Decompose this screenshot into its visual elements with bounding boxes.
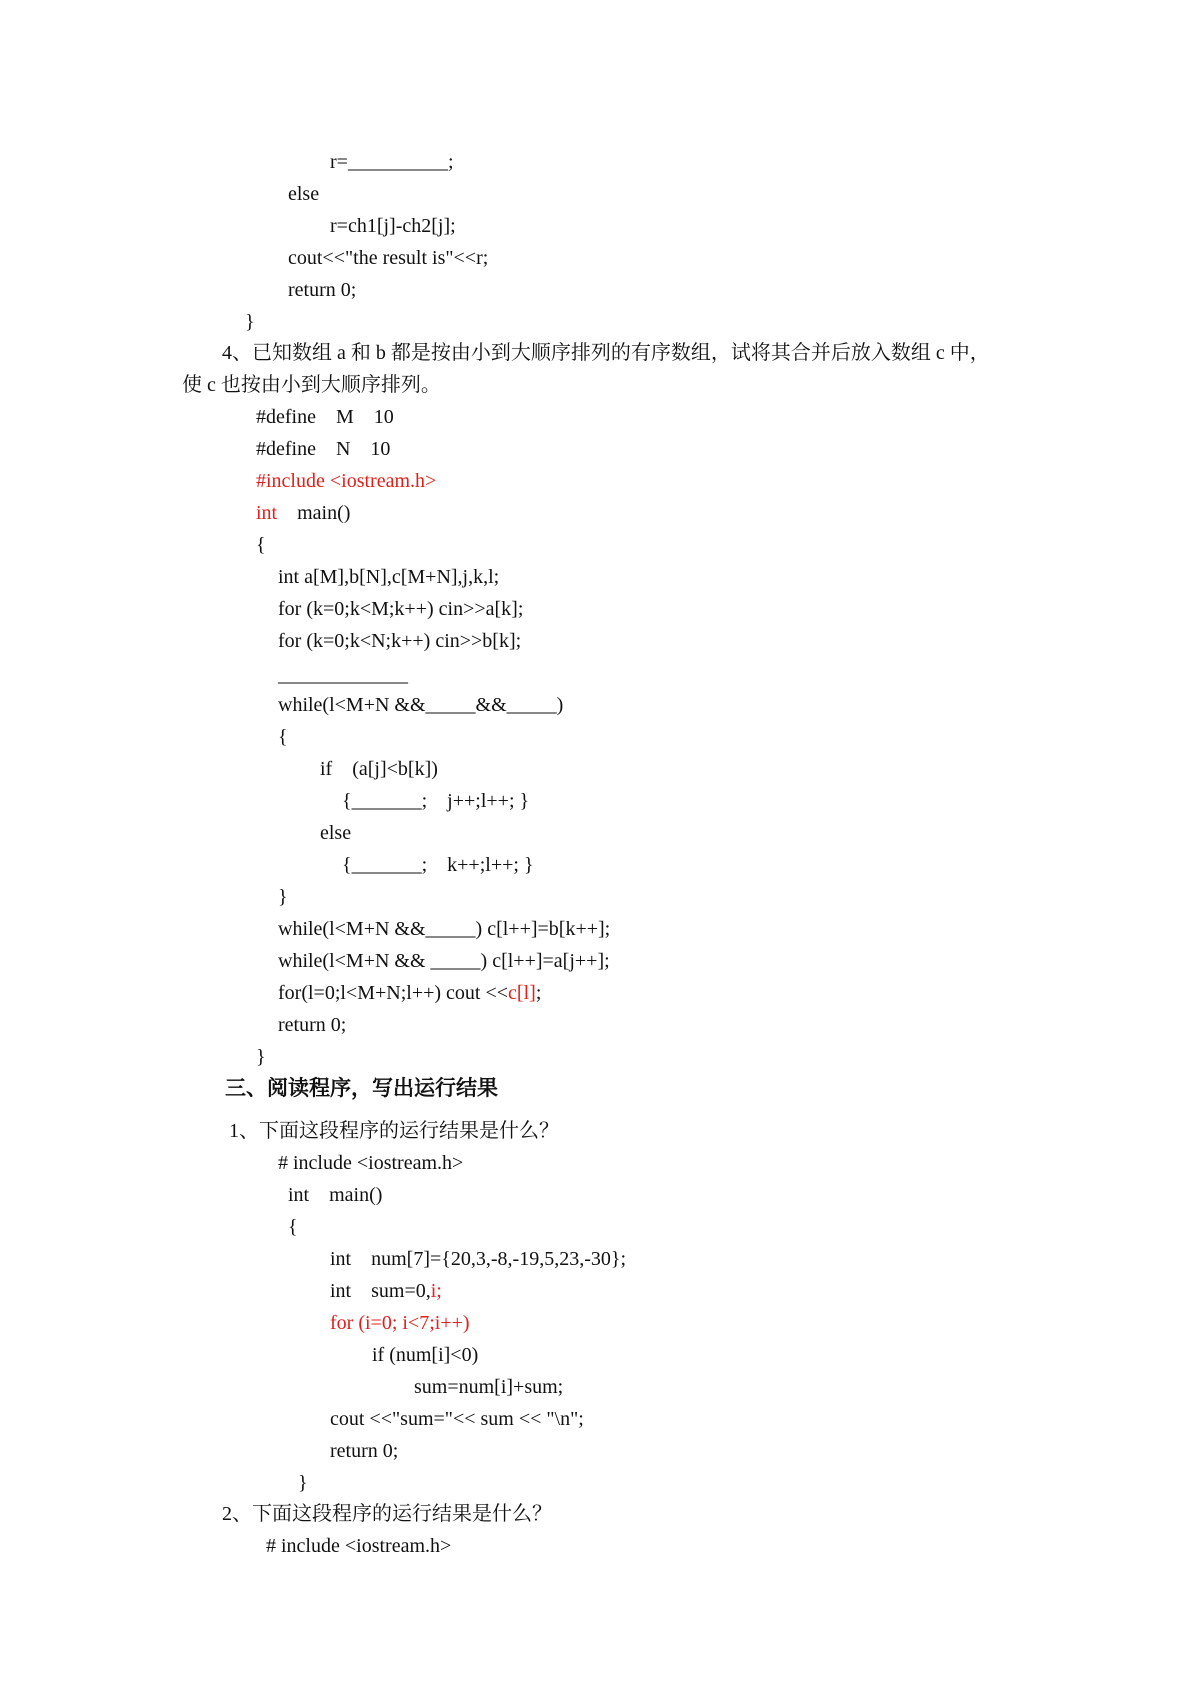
code-line: return 0; — [330, 1440, 399, 1462]
code-line: {_______; k++;l++; } — [342, 854, 534, 876]
code-line: while(l<M+N &&_____) c[l++]=b[k++]; — [278, 918, 611, 940]
code-line: } — [256, 1046, 266, 1068]
code-line: int main() — [288, 1184, 383, 1206]
question-1-text: 1、下面这段程序的运行结果是什么？ — [229, 1120, 559, 1142]
code-fragment: for(l=0;l<M+N;l++) cout << — [278, 982, 509, 1004]
code-line: #define N 10 — [256, 438, 391, 460]
code-line: int a[M],b[N],c[M+N],j,k,l; — [278, 566, 500, 588]
code-line: r=__________; — [330, 151, 454, 173]
code-line: { — [278, 726, 288, 748]
code-fragment: ; — [535, 982, 542, 1004]
code-line: } — [245, 311, 255, 333]
code-blank-line: _____________ — [278, 664, 408, 686]
code-line: sum=num[i]+sum; — [414, 1376, 564, 1398]
code-line: return 0; — [288, 279, 357, 301]
code-line: else — [288, 183, 320, 205]
code-line: while(l<M+N && _____) c[l++]=a[j++]; — [278, 950, 610, 972]
question-4-text: 4、已知数组 a 和 b 都是按由小到大顺序排列的有序数组，试将其合并后放入数组 c 中， — [222, 342, 990, 364]
code-line: for (k=0;k<N;k++) cin>>b[k]; — [278, 630, 522, 652]
code-line: { — [256, 534, 266, 556]
code-keyword-highlight: int — [256, 502, 278, 524]
code-line — [256, 501, 350, 525]
code-line: r=ch1[j]-ch2[j]; — [330, 215, 456, 237]
code-line: {_______; j++;l++; } — [342, 790, 530, 812]
code-line: else — [320, 822, 352, 844]
code-fragment-highlight: i; — [430, 1280, 442, 1302]
code-line: cout<<"the result is"<<r; — [288, 247, 489, 269]
code-line: return 0; — [278, 1014, 347, 1036]
question-2-text: 2、下面这段程序的运行结果是什么？ — [222, 1503, 552, 1525]
code-line: } — [298, 1472, 308, 1494]
code-line: while(l<M+N &&_____&&_____) — [278, 694, 564, 716]
code-fragment-highlight: c[l] — [508, 982, 536, 1004]
code-line: cout <<"sum="<< sum << "\n"; — [330, 1408, 584, 1430]
code-line: if (num[i]<0) — [372, 1344, 479, 1366]
code-line: # include <iostream.h> — [266, 1535, 452, 1557]
code-line-highlight: for (i=0; i<7;i++) — [330, 1312, 470, 1334]
code-line: #define M 10 — [256, 406, 394, 428]
code-line: int num[7]={20,3,-8,-19,5,23,-30}; — [330, 1248, 627, 1270]
question-4-text-cont: 使 c 也按由小到大顺序排列。 — [182, 374, 441, 396]
code-line: { — [288, 1216, 298, 1238]
code-line: } — [278, 886, 288, 908]
code-line: for (k=0;k<M;k++) cin>>a[k]; — [278, 598, 524, 620]
code-fragment: int sum=0, — [330, 1280, 431, 1302]
code-line — [330, 1279, 442, 1303]
code-line: # include <iostream.h> — [278, 1152, 464, 1174]
section-heading: 三、阅读程序，写出运行结果 — [225, 1076, 498, 1100]
code-line-highlight: #include <iostream.h> — [256, 470, 437, 492]
code-line: if (a[j]<b[k]) — [320, 758, 438, 780]
code-fragment: main() — [277, 502, 351, 524]
code-line — [278, 981, 541, 1005]
